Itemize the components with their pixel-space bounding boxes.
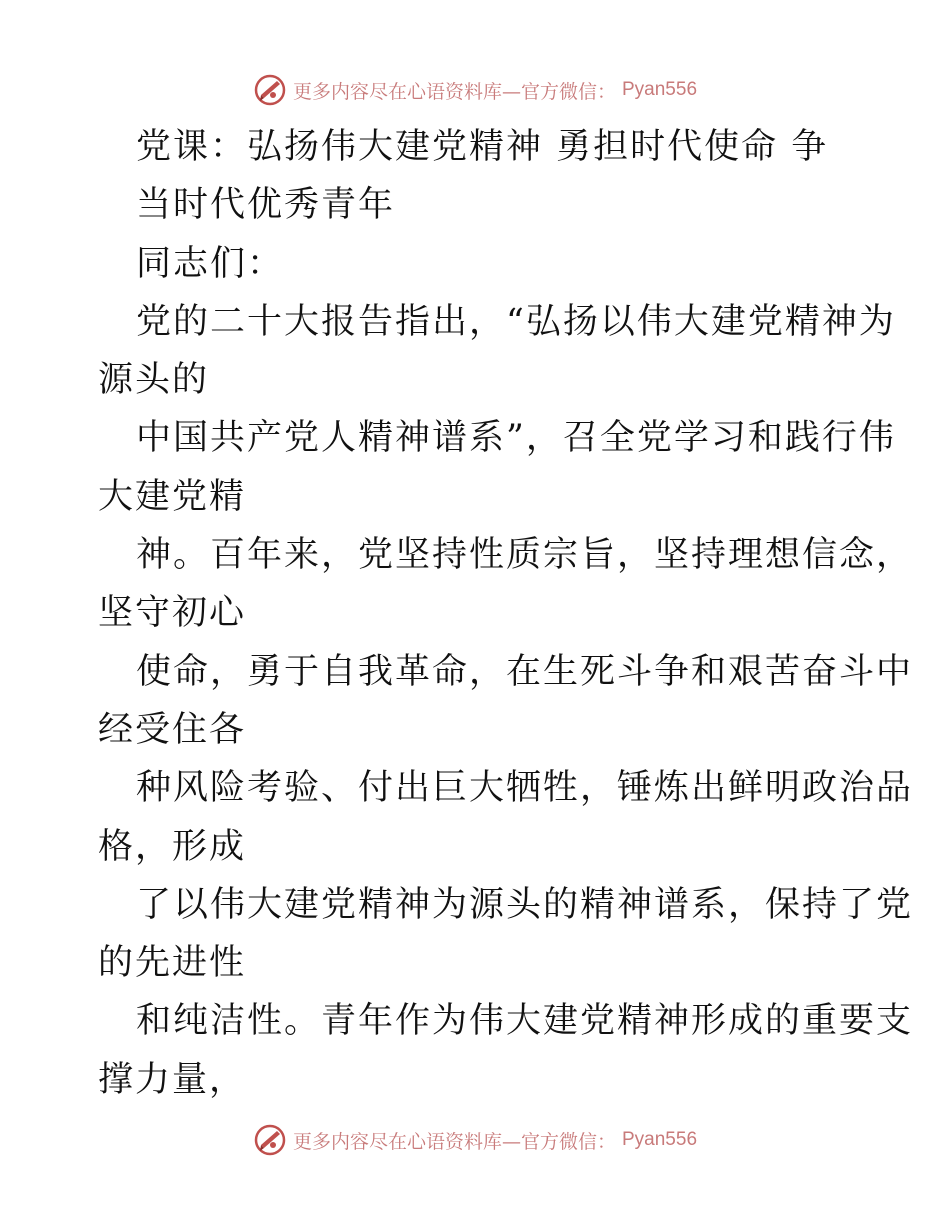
paragraph-line: 撑力量， xyxy=(98,1059,247,1100)
paragraph-line: 和纯洁性。青年作为伟大建党精神形成的重要支 xyxy=(136,1001,914,1042)
paragraph-line: 党的二十大报告指出，“弘扬以伟大建党精神为 xyxy=(136,301,896,342)
paragraph-line: 源头的 xyxy=(98,360,210,401)
salutation: 同志们： xyxy=(136,243,285,284)
paragraph-line: 经受住各 xyxy=(98,709,247,750)
title-line-2: 当时代优秀青年 xyxy=(136,185,396,226)
paragraph-line: 使命，勇于自我革命，在生死斗争和艰苦奋斗中 xyxy=(136,651,914,692)
watermark-text: 更多内容尽在心语资料库—官方微信： xyxy=(292,80,616,103)
watermark-text: 更多内容尽在心语资料库—官方微信： xyxy=(292,1130,616,1153)
watermark-wechat-id: Pyan556 xyxy=(622,79,698,100)
document-body xyxy=(98,118,914,1109)
paragraph-line: 种风险考验、付出巨大牺牲，锤炼出鲜明政治品 xyxy=(136,768,914,809)
paragraph-line: 了以伟大建党精神为源头的精神谱系，保持了党 xyxy=(136,884,914,925)
paragraph-line: 坚守初心 xyxy=(98,593,247,634)
header-watermark xyxy=(0,70,950,110)
paragraph-line: 的先进性 xyxy=(98,943,247,984)
watermark-logo-icon xyxy=(253,73,287,107)
watermark-logo-icon xyxy=(253,1123,287,1157)
paragraph-line: 神。百年来，党坚持性质宗旨，坚持理想信念， xyxy=(136,535,914,576)
footer-watermark xyxy=(0,1120,950,1160)
paragraph-line: 大建党精 xyxy=(98,476,247,517)
watermark-wechat-id: Pyan556 xyxy=(622,1129,698,1150)
paragraph-line: 格，形成 xyxy=(98,826,247,867)
paragraph-line: 中国共产党人精神谱系”，召全党学习和践行伟 xyxy=(136,418,896,459)
title-line-1: 党课：弘扬伟大建党精神 勇担时代使命 争 xyxy=(136,127,829,167)
